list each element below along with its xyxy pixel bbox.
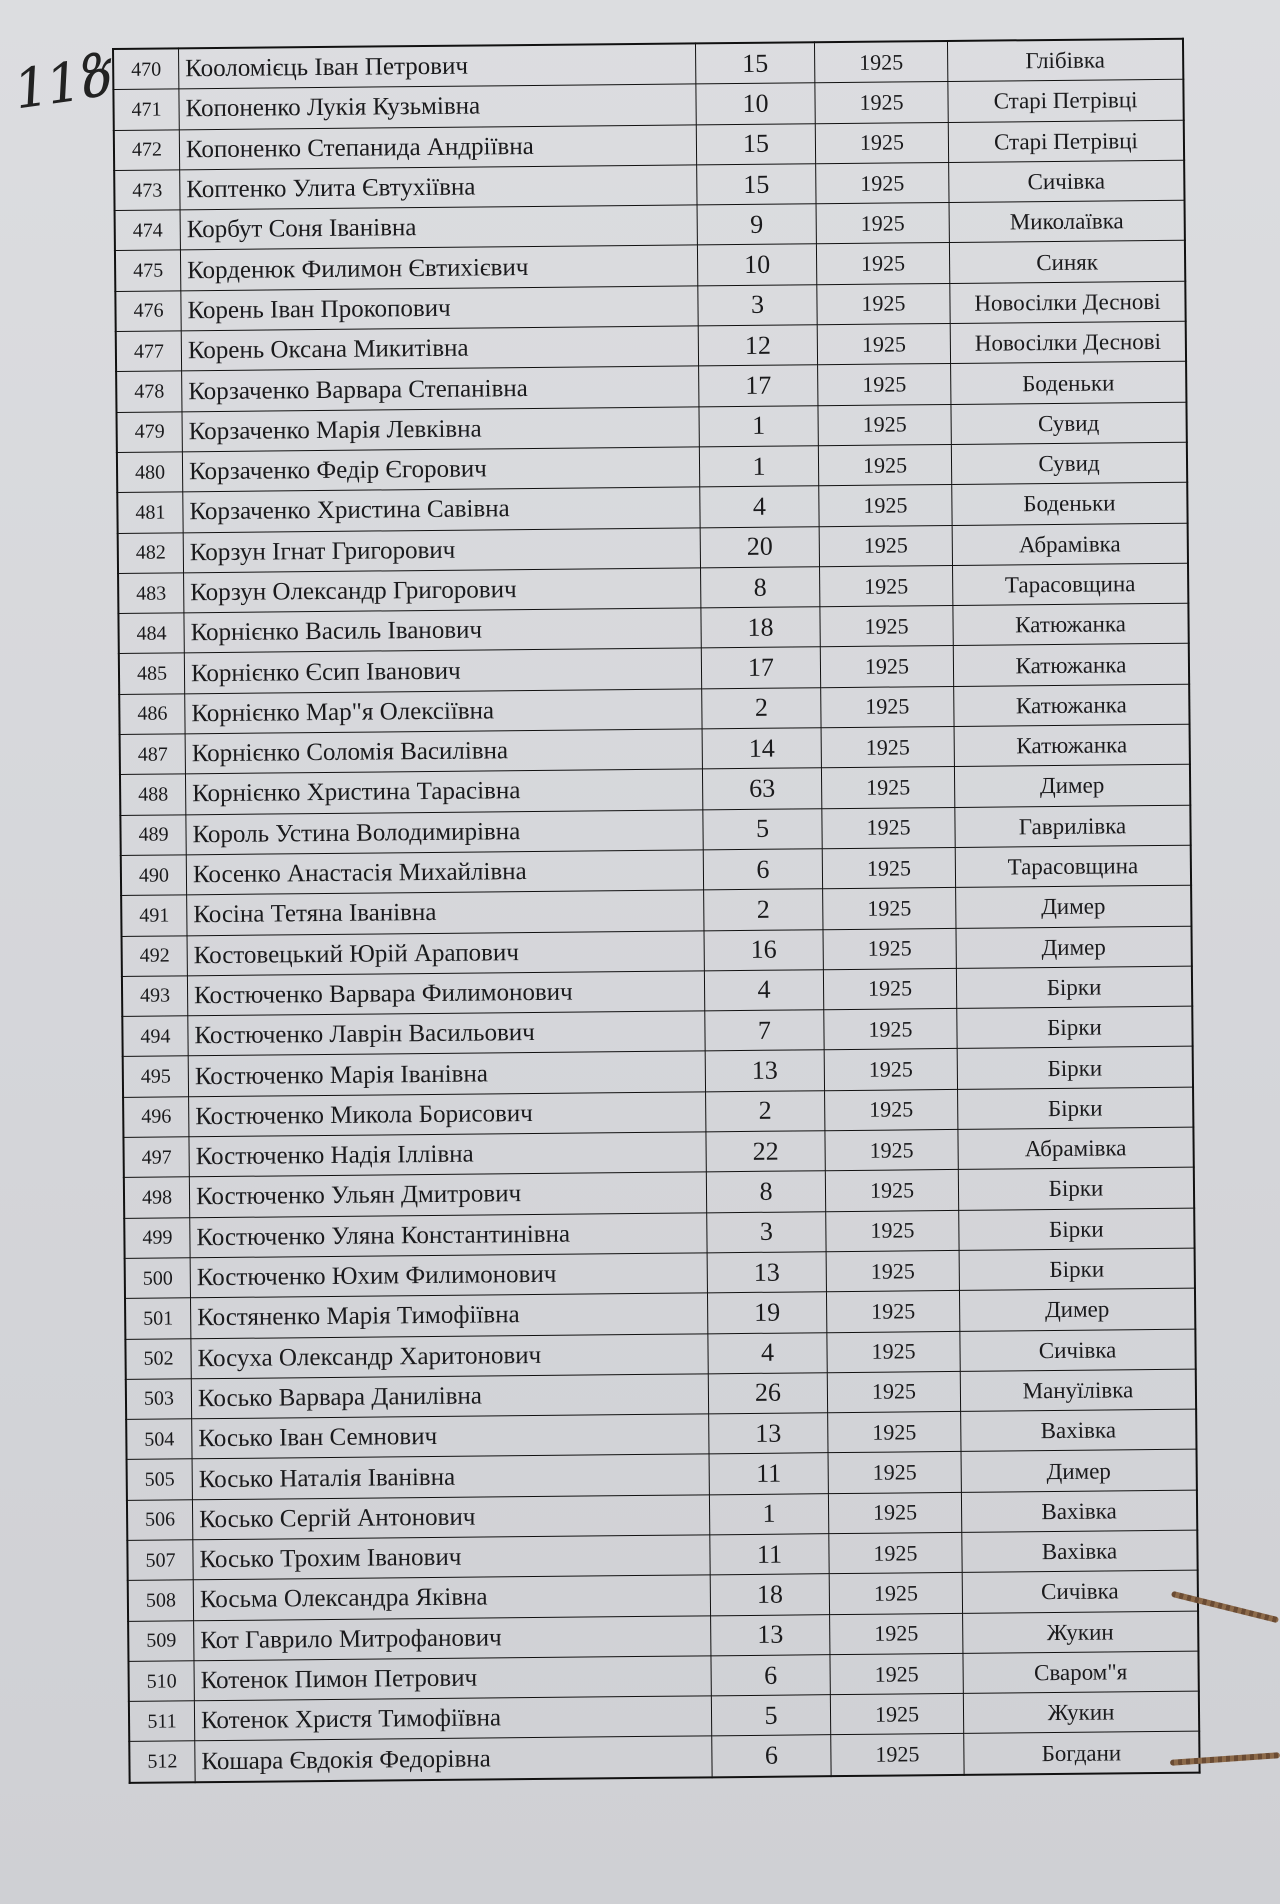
year-cell: 1925	[819, 485, 952, 527]
place-cell: Жукин	[963, 1611, 1199, 1654]
quantity-cell: 20	[700, 526, 819, 567]
quantity-cell: 19	[707, 1292, 826, 1333]
year-cell: 1925	[823, 968, 956, 1010]
quantity-cell: 10	[696, 83, 815, 124]
records-table	[112, 38, 1201, 1784]
quantity-cell: 16	[704, 929, 823, 970]
place-cell: Миколаївка	[949, 200, 1185, 243]
person-name-cell: Корбут Соня Іванівна	[180, 205, 697, 250]
person-name-cell: Косенко Анастасія Михайлівна	[186, 850, 703, 895]
quantity-cell: 1	[709, 1493, 828, 1534]
person-name-cell: Корзаченко Христина Савівна	[183, 487, 700, 532]
quantity-cell: 12	[698, 325, 817, 366]
person-name-cell: Корзун Ігнат Григорович	[183, 527, 700, 572]
place-cell: Вахівка	[961, 1490, 1197, 1533]
year-cell: 1925	[817, 324, 950, 366]
row-number-cell: 498	[124, 1177, 190, 1218]
place-cell: Вахівка	[961, 1409, 1197, 1452]
year-cell: 1925	[821, 726, 954, 768]
place-cell: Сичівка	[962, 1570, 1198, 1613]
person-name-cell: Корзаченко Варвара Степанівна	[182, 366, 699, 411]
place-cell: Синяк	[949, 241, 1185, 284]
row-number-cell: 495	[123, 1056, 189, 1097]
year-cell: 1925	[816, 162, 949, 204]
year-cell: 1925	[824, 1009, 957, 1051]
person-name-cell: Косько Трохим Іванович	[193, 1535, 710, 1580]
row-number-cell: 489	[120, 814, 186, 855]
quantity-cell: 13	[711, 1614, 830, 1655]
row-number-cell: 510	[128, 1661, 194, 1702]
quantity-cell: 26	[708, 1372, 827, 1413]
year-cell: 1925	[821, 686, 954, 728]
year-cell: 1925	[830, 1613, 963, 1655]
quantity-cell: 13	[707, 1252, 826, 1293]
quantity-cell: 15	[696, 123, 815, 164]
person-name-cell: Корнієнко Соломія Василівна	[185, 729, 702, 774]
place-cell: Катюжанка	[953, 603, 1189, 646]
year-cell: 1925	[830, 1694, 963, 1736]
place-cell: Димер	[961, 1450, 1197, 1493]
quantity-cell: 18	[701, 607, 820, 648]
row-number-cell: 478	[116, 371, 182, 412]
row-number-cell: 511	[129, 1701, 195, 1742]
row-number-cell: 476	[115, 291, 181, 332]
row-number-cell: 477	[116, 331, 182, 372]
row-number-cell: 502	[125, 1338, 191, 1379]
year-cell: 1925	[826, 1210, 959, 1252]
quantity-cell: 2	[704, 889, 823, 930]
person-name-cell: Корень Іван Прокопович	[181, 286, 698, 331]
row-number-cell: 492	[122, 935, 188, 976]
person-name-cell: Косько Наталія Іванівна	[192, 1454, 709, 1499]
place-cell: Сваром"я	[963, 1651, 1199, 1694]
place-cell: Боденьки	[952, 482, 1188, 525]
row-number-cell: 506	[127, 1499, 193, 1540]
place-cell: Катюжанка	[954, 684, 1190, 727]
person-name-cell: Корнієнко Василь Іванович	[184, 608, 701, 653]
year-cell: 1925	[828, 1452, 961, 1494]
quantity-cell: 3	[707, 1211, 826, 1252]
year-cell: 1925	[814, 41, 947, 83]
row-number-cell: 479	[116, 412, 182, 453]
quantity-cell: 15	[695, 42, 814, 84]
quantity-cell: 14	[702, 728, 821, 769]
place-cell: Бірки	[956, 966, 1192, 1009]
place-cell: Сичівка	[960, 1329, 1196, 1372]
place-cell: Старі Петрівці	[948, 120, 1184, 163]
person-name-cell: Корзун Олександр Григорович	[184, 568, 701, 613]
year-cell: 1925	[825, 1089, 958, 1131]
row-number-cell: 507	[127, 1540, 193, 1581]
row-number-cell: 496	[123, 1097, 189, 1138]
year-cell: 1925	[824, 1049, 957, 1091]
row-number-cell: 499	[124, 1217, 190, 1258]
row-number-cell: 493	[122, 976, 188, 1017]
year-cell: 1925	[822, 807, 955, 849]
row-number-cell: 474	[115, 210, 181, 251]
quantity-cell: 5	[703, 808, 822, 849]
place-cell: Димер	[956, 926, 1192, 969]
row-number-cell: 500	[125, 1258, 191, 1299]
quantity-cell: 18	[710, 1574, 829, 1615]
place-cell: Катюжанка	[953, 644, 1189, 687]
place-cell: Новосілки Деснові	[950, 281, 1186, 324]
row-number-cell: 503	[126, 1379, 192, 1420]
year-cell: 1925	[825, 1170, 958, 1212]
quantity-cell: 13	[705, 1050, 824, 1091]
quantity-cell: 9	[697, 204, 816, 245]
place-cell: Тарасовщина	[953, 563, 1189, 606]
row-number-cell: 501	[125, 1298, 191, 1339]
row-number-cell: 480	[117, 452, 183, 493]
person-name-cell: Котенок Христя Тимофіївна	[194, 1696, 711, 1741]
person-name-cell: Корденюк Филимон Євтихієвич	[180, 245, 697, 290]
quantity-cell: 10	[697, 244, 816, 285]
year-cell: 1925	[822, 847, 955, 889]
quantity-cell: 11	[709, 1453, 828, 1494]
year-cell: 1925	[815, 82, 948, 124]
place-cell: Жукин	[963, 1691, 1199, 1734]
place-cell: Бірки	[959, 1208, 1195, 1251]
row-number-cell: 485	[119, 653, 185, 694]
quantity-cell: 11	[710, 1534, 829, 1575]
place-cell: Гаврилівка	[955, 805, 1191, 848]
place-cell: Мануїлівка	[960, 1369, 1196, 1412]
place-cell: Сувид	[951, 402, 1187, 445]
year-cell: 1925	[816, 243, 949, 285]
year-cell: 1925	[823, 888, 956, 930]
place-cell: Тарасовщина	[955, 845, 1191, 888]
place-cell: Вахівка	[962, 1530, 1198, 1573]
place-cell: Сувид	[951, 442, 1187, 485]
person-name-cell: Копоненко Лукія Кузьмівна	[179, 84, 696, 129]
year-cell: 1925	[831, 1734, 964, 1776]
year-cell: 1925	[815, 122, 948, 164]
row-number-cell: 470	[113, 48, 179, 89]
year-cell: 1925	[818, 364, 951, 406]
person-name-cell: Косько Сергій Антонович	[192, 1495, 709, 1540]
year-cell: 1925	[818, 444, 951, 486]
person-name-cell: Копоненко Степанида Андріївна	[179, 124, 696, 169]
row-number-cell: 494	[122, 1016, 188, 1057]
person-name-cell: Костюченко Микола Борисович	[189, 1092, 706, 1137]
year-cell: 1925	[827, 1371, 960, 1413]
year-cell: 1925	[830, 1653, 963, 1695]
person-name-cell: Корзаченко Федір Єгорович	[182, 447, 699, 492]
quantity-cell: 13	[709, 1413, 828, 1454]
row-number-cell: 497	[123, 1137, 189, 1178]
row-number-cell: 504	[126, 1419, 192, 1460]
year-cell: 1925	[826, 1250, 959, 1292]
year-cell: 1925	[823, 928, 956, 970]
row-number-cell: 509	[128, 1620, 194, 1661]
person-name-cell: Костюченко Ульян Дмитрович	[189, 1172, 706, 1217]
quantity-cell: 3	[698, 285, 817, 326]
row-number-cell: 487	[120, 734, 186, 775]
year-cell: 1925	[820, 565, 953, 607]
person-name-cell: Костовецький Юрій Арапович	[187, 930, 704, 975]
person-name-cell: Корнієнко Христина Тарасівна	[185, 769, 702, 814]
year-cell: 1925	[827, 1331, 960, 1373]
year-cell: 1925	[829, 1532, 962, 1574]
quantity-cell: 5	[711, 1695, 830, 1736]
place-cell: Бірки	[959, 1248, 1195, 1291]
person-name-cell: Костяненко Марія Тимофіївна	[191, 1293, 708, 1338]
person-name-cell: Кошара Євдокія Федорівна	[195, 1736, 712, 1782]
year-cell: 1925	[828, 1412, 961, 1454]
year-cell: 1925	[818, 404, 951, 446]
quantity-cell: 22	[706, 1131, 825, 1172]
place-cell: Абрамівка	[958, 1127, 1194, 1170]
place-cell: Димер	[956, 885, 1192, 928]
quantity-cell: 6	[712, 1735, 831, 1777]
place-cell: Димер	[954, 765, 1190, 808]
person-name-cell: Косуха Олександр Харитонович	[191, 1333, 708, 1378]
row-number-cell: 482	[118, 532, 184, 573]
quantity-cell: 4	[700, 486, 819, 527]
person-name-cell: Костюченко Марія Іванівна	[188, 1051, 705, 1096]
place-cell: Старі Петрівці	[948, 80, 1184, 123]
person-name-cell: Король Устина Володимирівна	[186, 810, 703, 855]
row-number-cell: 481	[117, 492, 183, 533]
person-name-cell: Костюченко Юхим Филимонович	[190, 1253, 707, 1298]
quantity-cell: 8	[706, 1171, 825, 1212]
row-number-cell: 484	[118, 613, 184, 654]
quantity-cell: 6	[711, 1655, 830, 1696]
place-cell: Сичівка	[949, 160, 1185, 203]
quantity-cell: 7	[705, 1010, 824, 1051]
person-name-cell: Корень Оксана Микитівна	[181, 326, 698, 371]
year-cell: 1925	[826, 1291, 959, 1333]
person-name-cell: Корнієнко Мар"я Олексіївна	[185, 689, 702, 734]
row-number-cell: 483	[118, 573, 184, 614]
row-number-cell: 508	[128, 1580, 194, 1621]
person-name-cell: Костюченко Надія Іллівна	[189, 1132, 706, 1177]
quantity-cell: 2	[706, 1090, 825, 1131]
quantity-cell: 15	[697, 164, 816, 205]
person-name-cell: Косіна Тетяна Іванівна	[187, 890, 704, 935]
row-number-cell: 505	[127, 1459, 193, 1500]
quantity-cell: 6	[703, 849, 822, 890]
row-number-cell: 491	[121, 895, 187, 936]
year-cell: 1925	[820, 646, 953, 688]
row-number-cell: 473	[114, 170, 180, 211]
row-number-cell: 472	[114, 129, 180, 170]
place-cell: Боденьки	[951, 362, 1187, 405]
row-number-cell: 471	[113, 89, 179, 130]
row-number-cell: 486	[119, 694, 185, 735]
row-number-cell: 512	[129, 1741, 195, 1782]
place-cell: Катюжанка	[954, 724, 1190, 767]
quantity-cell: 1	[699, 405, 818, 446]
year-cell: 1925	[825, 1129, 958, 1171]
year-cell: 1925	[816, 203, 949, 245]
row-number-cell: 475	[115, 250, 181, 291]
quantity-cell: 17	[701, 647, 820, 688]
person-name-cell: Костюченко Уляна Константинівна	[190, 1212, 707, 1257]
person-name-cell: Костюченко Варвара Филимонович	[187, 971, 704, 1016]
person-name-cell: Косько Іван Семнович	[192, 1414, 709, 1459]
year-cell: 1925	[829, 1573, 962, 1615]
quantity-cell: 17	[699, 365, 818, 406]
quantity-cell: 63	[702, 768, 821, 809]
year-cell: 1925	[819, 525, 952, 567]
quantity-cell: 2	[702, 687, 821, 728]
place-cell: Новосілки Деснові	[950, 321, 1186, 364]
person-name-cell: Кот Гаврило Митрофанович	[194, 1615, 711, 1660]
quantity-cell: 4	[708, 1332, 827, 1373]
quantity-cell: 4	[704, 970, 823, 1011]
year-cell: 1925	[817, 283, 950, 325]
person-name-cell: Корнієнко Єсип Іванович	[184, 648, 701, 693]
place-cell: Бірки	[957, 1006, 1193, 1049]
quantity-cell: 1	[699, 446, 818, 487]
year-cell: 1925	[821, 767, 954, 809]
place-cell: Богдани	[964, 1732, 1200, 1775]
place-cell: Абрамівка	[952, 523, 1188, 566]
handwritten-page-mark: 11ზ	[10, 45, 115, 122]
person-name-cell: Кооломієць Іван Петрович	[179, 43, 696, 89]
place-cell: Глібівка	[947, 39, 1183, 82]
person-name-cell: Коптенко Улита Євтухіївна	[180, 165, 697, 210]
place-cell: Бірки	[958, 1167, 1194, 1210]
person-name-cell: Косько Варвара Данилівна	[191, 1374, 708, 1419]
person-name-cell: Костюченко Лаврін Васильович	[188, 1011, 705, 1056]
place-cell: Бірки	[957, 1047, 1193, 1090]
row-number-cell: 490	[121, 855, 187, 896]
person-name-cell: Косьма Олександра Яківна	[193, 1575, 710, 1620]
row-number-cell: 488	[120, 774, 186, 815]
place-cell: Бірки	[958, 1087, 1194, 1130]
quantity-cell: 8	[701, 567, 820, 608]
person-name-cell: Корзаченко Марія Левківна	[182, 407, 699, 452]
year-cell: 1925	[828, 1492, 961, 1534]
records-table-body	[113, 39, 1200, 1783]
place-cell: Димер	[959, 1288, 1195, 1331]
person-name-cell: Котенок Пимон Петрович	[194, 1656, 711, 1701]
year-cell: 1925	[820, 606, 953, 648]
records-table-wrap	[112, 38, 1201, 1784]
